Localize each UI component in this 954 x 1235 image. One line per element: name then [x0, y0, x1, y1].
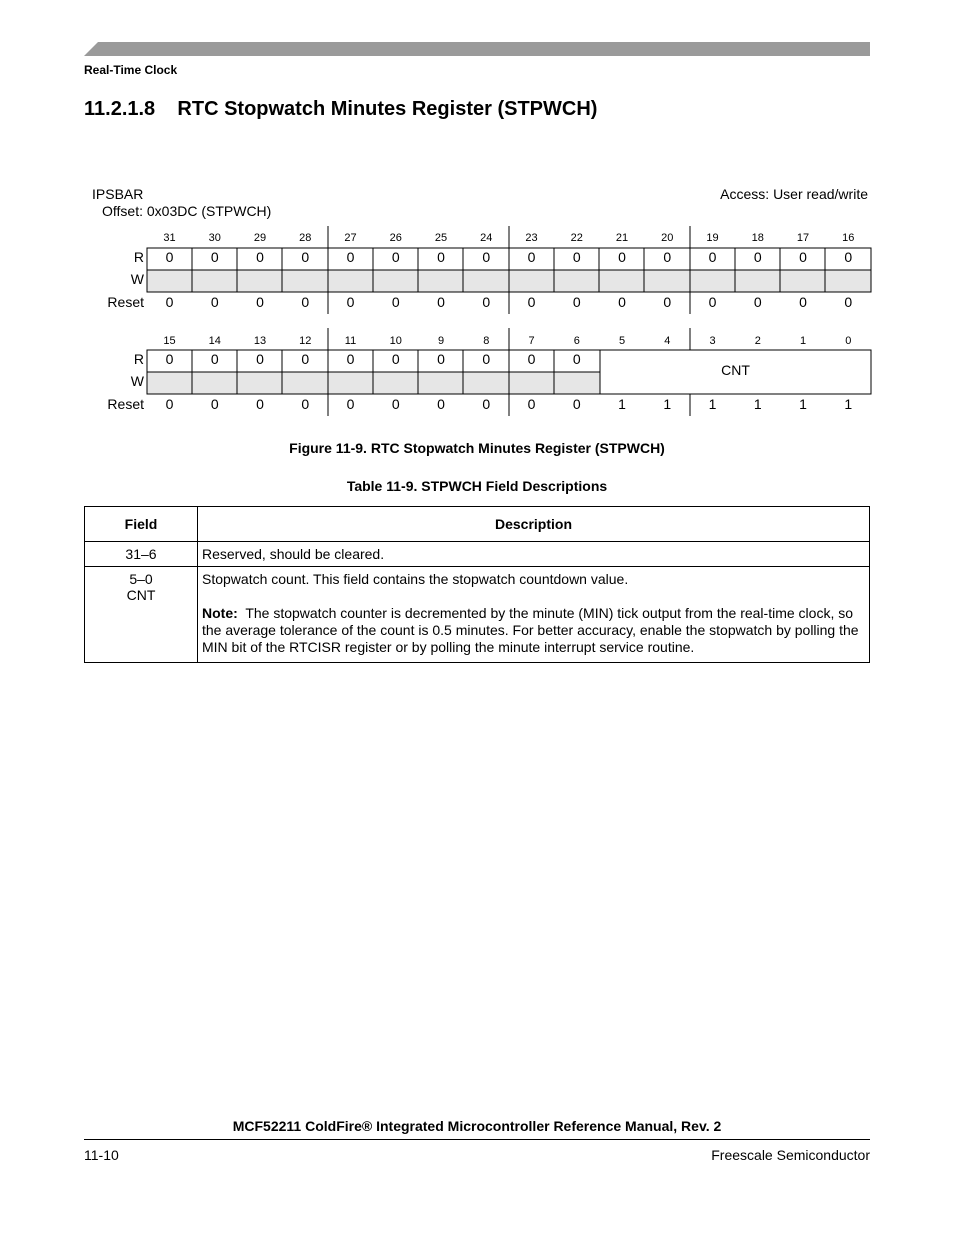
field-bits: 5–0	[129, 571, 153, 587]
bit-number: 27	[344, 232, 357, 244]
read-value: 0	[165, 351, 174, 367]
reset-value: 1	[753, 396, 762, 412]
bit-number: 7	[528, 335, 535, 347]
bit-number: 5	[618, 335, 626, 347]
section-label: Real-Time Clock	[84, 63, 178, 77]
reset-value: 0	[527, 294, 536, 310]
read-value: 0	[346, 249, 355, 265]
reset-value: 0	[391, 396, 400, 412]
read-value: 0	[527, 351, 536, 367]
bit-number: 22	[570, 232, 583, 244]
row-label-reset-lower: Reset	[107, 396, 144, 412]
bit-number: 10	[389, 335, 402, 347]
bit-number: 18	[751, 232, 764, 244]
read-value: 0	[708, 249, 717, 265]
bit-number: 23	[525, 232, 538, 244]
bit-number: 30	[208, 232, 221, 244]
read-value: 0	[753, 249, 762, 265]
reset-value: 1	[708, 396, 717, 412]
reset-value: 0	[618, 294, 626, 310]
reset-value: 1	[618, 396, 626, 412]
row-label-w-upper: W	[130, 271, 144, 287]
reset-value: 0	[572, 294, 581, 310]
bit-number: 31	[163, 232, 176, 244]
table-header-row	[85, 507, 870, 542]
read-value: 0	[391, 351, 400, 367]
read-value: 0	[618, 249, 626, 265]
publisher: Freescale Semiconductor	[711, 1147, 870, 1163]
bit-number: 24	[480, 232, 493, 244]
register-offset: Offset: 0x03DC (STPWCH)	[102, 203, 272, 219]
note-paragraph	[202, 605, 865, 656]
reset-value: 0	[708, 294, 717, 310]
read-value: 0	[663, 249, 672, 265]
read-value: 0	[210, 249, 219, 265]
description-text: Stopwatch count. This field contains the stopwatch countdown value.	[202, 571, 629, 587]
reset-value: 0	[844, 294, 853, 310]
description-cell: Reserved, should be cleared.	[198, 542, 870, 567]
bit-number: 8	[483, 335, 490, 347]
reset-value: 0	[165, 294, 174, 310]
reset-value: 0	[391, 294, 400, 310]
reset-value: 0	[210, 396, 219, 412]
table-caption: Table 11-9. STPWCH Field Descriptions	[346, 478, 608, 494]
reset-value: 0	[346, 396, 355, 412]
read-value: 0	[572, 249, 581, 265]
reset-value: 0	[572, 396, 581, 412]
bit-number: 17	[796, 232, 810, 244]
read-value: 0	[256, 249, 264, 265]
bit-number: 15	[163, 335, 176, 347]
section-title: 11.2.1.8 RTC Stopwatch Minutes Register (STPWCH)	[84, 98, 598, 120]
read-value: 0	[256, 351, 264, 367]
reset-value: 0	[210, 294, 219, 310]
column-header-description: Description	[198, 507, 870, 542]
read-value: 0	[844, 249, 853, 265]
bit-number: 16	[842, 232, 855, 244]
reset-value: 0	[437, 396, 445, 412]
table-row	[85, 542, 870, 567]
reset-value: 1	[799, 396, 807, 412]
bit-number: 26	[389, 232, 402, 244]
bit-number: 12	[299, 335, 312, 347]
note-text: The stopwatch counter is decremented by the minute (MIN) tick output from the real-time clock, so the average tolerance of the count is 0.5 minutes. For better accuracy, enable the stopwatch by polling the MIN bit of the RTCISR register or by polling the minute interrupt service routine.	[202, 605, 859, 655]
reset-value: 0	[527, 396, 536, 412]
bit-number: 1	[799, 335, 807, 347]
field-cell: 31–6	[85, 542, 198, 567]
bit-number: 9	[437, 335, 445, 347]
reset-value: 0	[256, 294, 264, 310]
bit-number: 11	[344, 335, 357, 347]
bit-number: 19	[706, 232, 719, 244]
column-header-field: Field	[85, 507, 198, 542]
bit-number: 4	[664, 335, 671, 347]
bit-number: 14	[208, 335, 221, 347]
read-value: 0	[437, 249, 445, 265]
bit-number: 25	[434, 232, 448, 244]
row-label-w-lower: W	[130, 373, 144, 389]
table-row	[85, 567, 870, 663]
read-value: 0	[210, 351, 219, 367]
register-access: Access: User read/write	[720, 186, 868, 202]
read-value: 0	[346, 351, 355, 367]
reset-value: 0	[301, 294, 310, 310]
footer-title: MCF52211 ColdFire® Integrated Microcontroller Reference Manual, Rev. 2	[232, 1118, 722, 1134]
bit-number: 3	[709, 335, 716, 347]
bit-number: 20	[661, 232, 674, 244]
field-descriptions-table	[84, 506, 870, 663]
bit-number: 21	[615, 232, 629, 244]
reset-value: 0	[165, 396, 174, 412]
read-value: 0	[799, 249, 807, 265]
note-label: Note:	[202, 605, 238, 621]
bit-number: 29	[253, 232, 267, 244]
read-value: 0	[527, 249, 536, 265]
read-value: 0	[482, 351, 491, 367]
cnt-field-label: CNT	[721, 362, 750, 378]
description-cell	[198, 567, 870, 663]
bit-number: 2	[754, 335, 761, 347]
reset-value: 0	[753, 294, 762, 310]
bit-number: 6	[573, 335, 580, 347]
reset-value: 1	[844, 396, 853, 412]
reset-value: 1	[663, 396, 672, 412]
reset-value: 0	[256, 396, 264, 412]
row-label-reset-upper: Reset	[107, 294, 144, 310]
reset-value: 0	[301, 396, 310, 412]
footer-divider	[84, 1139, 870, 1140]
read-value: 0	[391, 249, 400, 265]
row-label-r-lower: R	[133, 351, 144, 367]
register-base: IPSBAR	[92, 186, 144, 202]
reset-value: 0	[799, 294, 807, 310]
bit-number: 0	[845, 335, 852, 347]
figure-caption: Figure 11-9. RTC Stopwatch Minutes Register (STPWCH)	[289, 440, 665, 456]
reset-value: 0	[482, 396, 491, 412]
read-value: 0	[165, 249, 174, 265]
page-number: 11-10	[84, 1147, 119, 1163]
row-label-r-upper: R	[133, 249, 144, 265]
read-value: 0	[572, 351, 581, 367]
field-name: CNT	[126, 587, 156, 603]
read-value: 0	[437, 351, 445, 367]
reset-value: 0	[663, 294, 672, 310]
bit-number: 28	[299, 232, 312, 244]
reset-value: 0	[437, 294, 445, 310]
reset-value: 0	[346, 294, 355, 310]
read-value: 0	[301, 249, 310, 265]
read-value: 0	[301, 351, 310, 367]
field-cell	[85, 567, 198, 663]
reset-value: 0	[482, 294, 491, 310]
read-value: 0	[482, 249, 491, 265]
bit-number: 13	[253, 335, 267, 347]
